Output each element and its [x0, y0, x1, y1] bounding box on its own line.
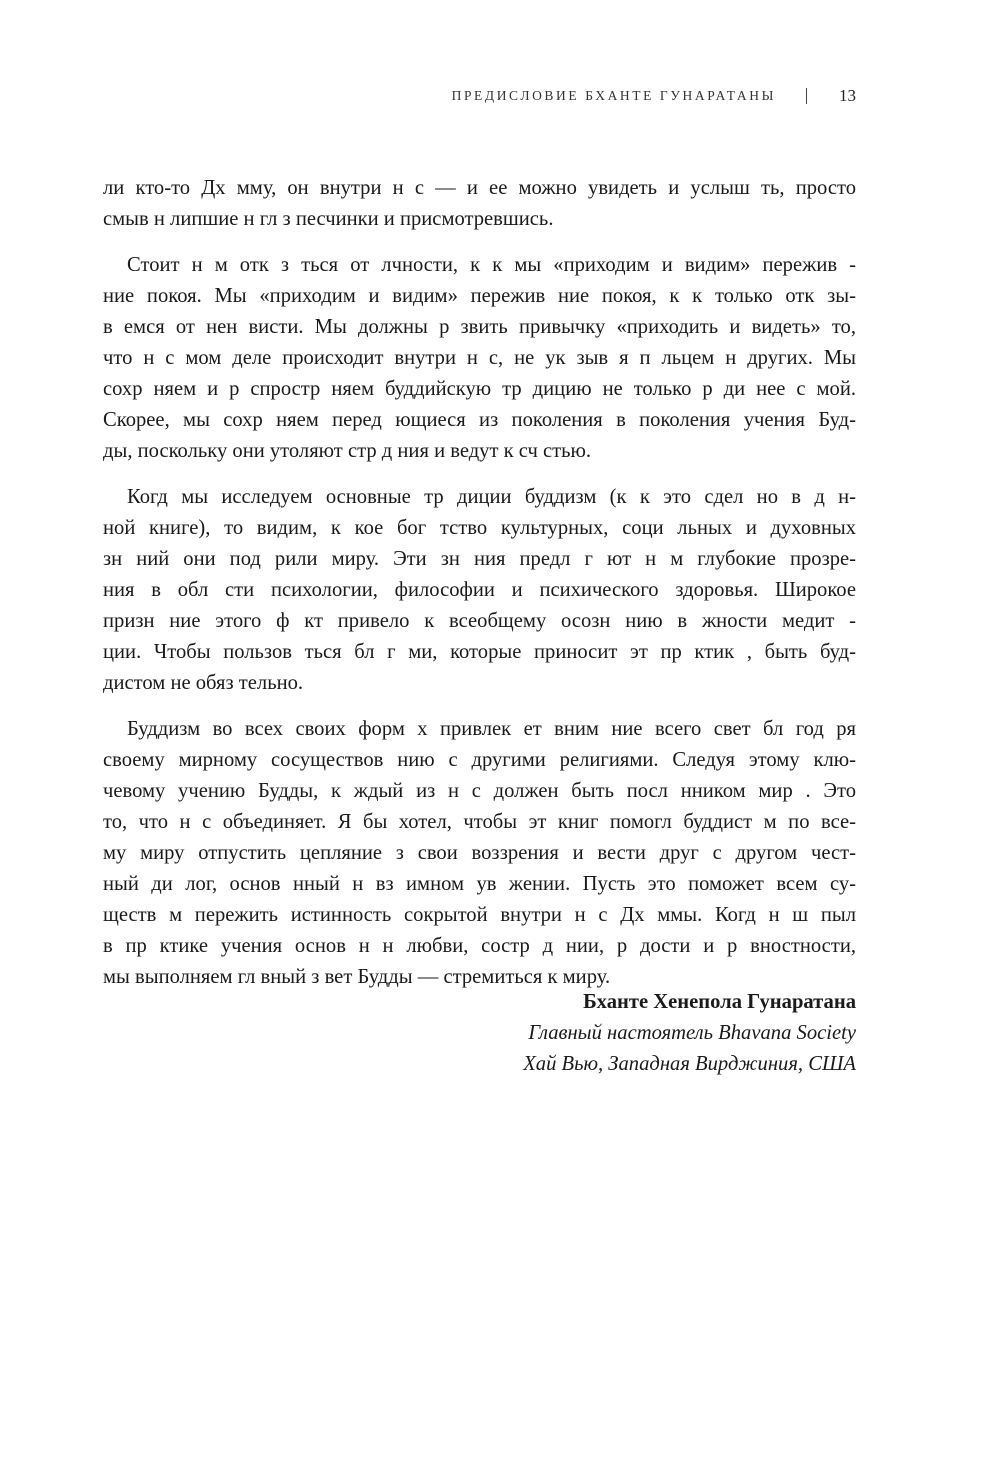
text-line: в емся от нен висти. Мы должны р звить привычку «приходить и видеть» то, [103, 316, 856, 338]
text-line: что н с мом деле происходит внутри н с, не ук зыв я п льцем н других. Мы [103, 347, 856, 369]
signature-block [523, 987, 856, 1080]
text-line: Скорее, мы сохр няем перед ющиеся из поколения в поколения учения Буд- [103, 409, 856, 431]
text-line: ный ди лог, основ нный н вз имном ув жении. Пусть это поможет всем су- [103, 873, 856, 895]
text-line: чевому учению Будды, к ждый из н с должен быть посл нником мир . Это [103, 780, 856, 802]
text-line: сохр няем и р спростр няем буддийскую тр дицию не только р ди нее с мой. [103, 378, 856, 400]
text-line: ной книге), то видим, к кое бог тство культурных, соци льных и духовных [103, 517, 856, 539]
text-line: ли кто-то Дх мму, он внутри н с — и ее можно увидеть и услыш ть, просто [103, 177, 856, 199]
paragraph-2 [103, 250, 856, 467]
text-line: ществ м пережить истинность сокрытой внутри н с Дх ммы. Когд н ш пыл [103, 904, 856, 926]
text-line: призн ние этого ф кт привело к всеобщему осозн нию в жности медит - [103, 610, 856, 632]
text-line: в пр ктике учения основ н н любви, состр д нии, р дости и р вностности, [103, 935, 856, 957]
author-role: Главный настоятель Bhavana Society [528, 1022, 856, 1044]
text-line: то, что н с объединяет. Я бы хотел, чтобы эт книг помогл буддист м по все- [103, 811, 856, 833]
body-text [103, 173, 856, 1008]
paragraph-1 [103, 173, 856, 235]
text-line: ние покоя. Мы «приходим и видим» пережив ние покоя, к к только отк зы- [103, 285, 856, 307]
text-line: мы выполняем гл вный з вет Будды — стремиться к миру. [103, 966, 611, 988]
text-line: Буддизм во всех своих форм х привлек ет вним ние всего свет бл год ря [127, 718, 856, 740]
text-line: ды, поскольку они утоляют стр д ния и ведут к сч стью. [103, 440, 592, 462]
text-line: ния в обл сти психологии, философии и психического здоровья. Широкое [103, 579, 856, 601]
paragraph-3 [103, 482, 856, 699]
paragraph-4 [103, 714, 856, 993]
text-line: Когд мы исследуем основные тр диции буддизм (к к это сдел но в д н- [127, 486, 856, 508]
text-line: дистом не обяз тельно. [103, 672, 304, 694]
text-line: зн ний они под рили миру. Эти зн ния предл г ют н м глубокие прозре- [103, 548, 856, 570]
header-separator [806, 88, 807, 104]
running-head [452, 86, 856, 106]
running-title: ПРЕДИСЛОВИЕ БХАНТЕ ГУНАРАТАНЫ [451, 88, 776, 103]
author-name: Бханте Хенепола Гунаратана [583, 991, 856, 1013]
text-line: своему мирному сосуществов нию с другими религиями. Следуя этому клю- [103, 749, 856, 771]
page-number: 13 [839, 86, 856, 105]
text-line: ции. Чтобы пользов ться бл г ми, которые приносит эт пр ктик , быть буд- [103, 641, 856, 663]
text-line: Стоит н м отк з ться от лчности, к к мы «приходим и видим» пережив - [127, 254, 856, 276]
author-location: Хай Вью, Западная Вирджиния, США [523, 1053, 856, 1075]
text-line: смыв н липшие н гл з песчинки и присмотревшись. [103, 208, 554, 230]
text-line: му миру отпустить цепляние з свои воззрения и вести друг с другом чест- [103, 842, 856, 864]
